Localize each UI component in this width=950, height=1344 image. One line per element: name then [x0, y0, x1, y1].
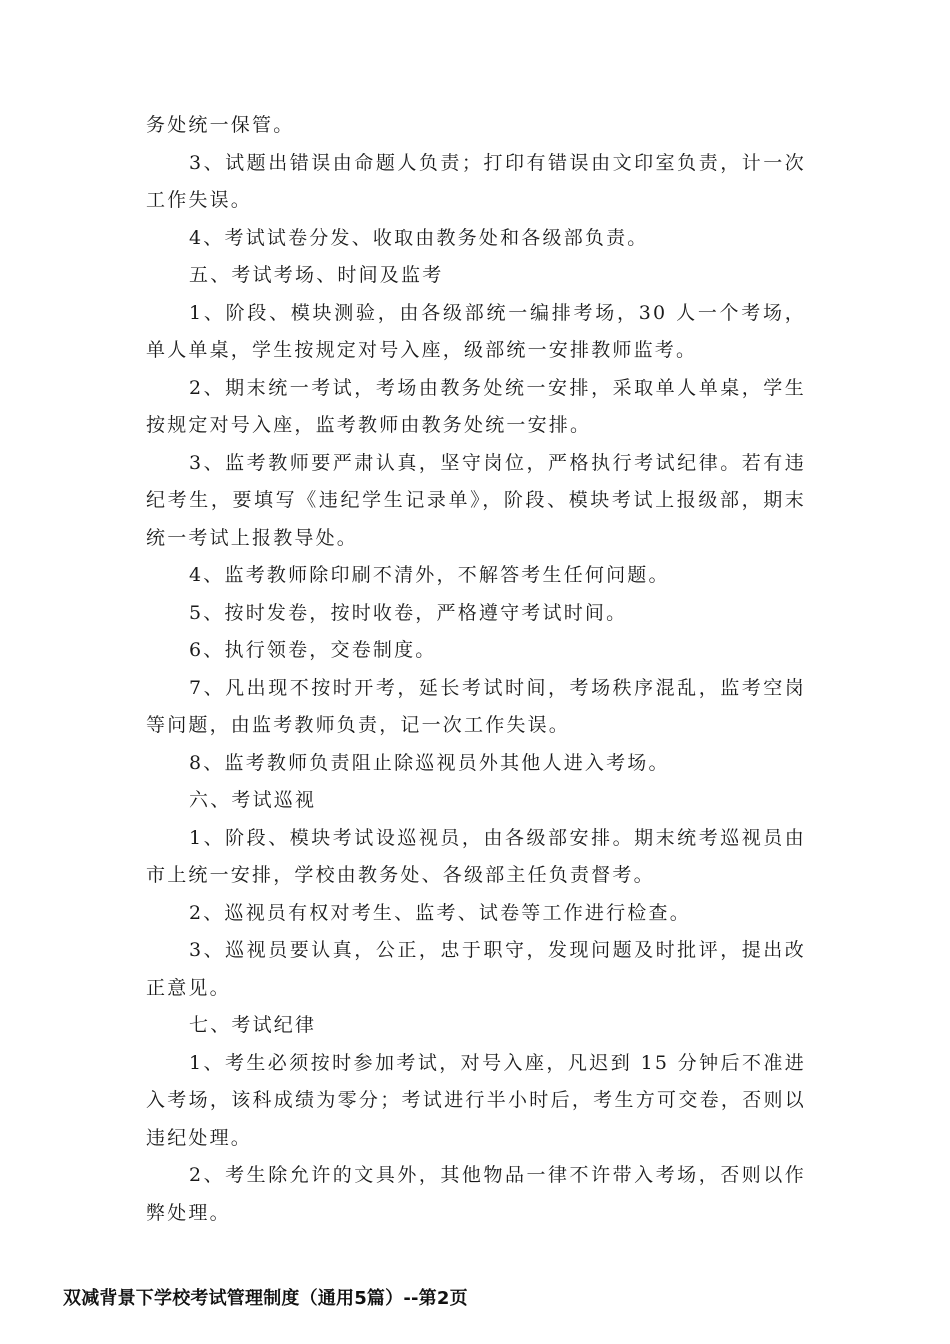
paragraph-5-7: 7、凡出现不按时开考，延长考试时间，考场秩序混乱，监考空岗等问题，由监考教师负责，记一次工作失误。 — [146, 676, 806, 736]
paragraph-item-3: 3、试题出错误由命题人负责；打印有错误由文印室负责，计一次工作失误。 — [146, 151, 806, 211]
paragraph-6-2: 2、巡视员有权对考生、监考、试卷等工作进行检查。 — [189, 901, 691, 924]
paragraph-7-2: 2、考生除允许的文具外，其他物品一律不许带入考场，否则以作弊处理。 — [146, 1164, 806, 1224]
paragraph-5-2: 2、期末统一考试，考场由教务处统一安排，采取单人单桌，学生按规定对号入座，监考教师由教务处统一安排。 — [146, 376, 806, 436]
paragraph-continuation: 务处统一保管。 — [146, 114, 295, 136]
document-body — [146, 107, 806, 1232]
paragraph-5-5: 5、按时发卷，按时收卷，严格遵守考试时间。 — [189, 601, 628, 624]
page-footer: 双减背景下学校考试管理制度（通用5篇）--第2页 — [63, 1288, 468, 1309]
section-heading-6: 六、考试巡视 — [189, 789, 317, 811]
paragraph-6-3: 3、巡视员要认真，公正，忠于职守，发现问题及时批评，提出改正意见。 — [146, 939, 806, 999]
paragraph-5-4: 4、监考教师除印刷不清外，不解答考生任何问题。 — [189, 564, 670, 586]
paragraph-5-8: 8、监考教师负责阻止除巡视员外其他人进入考场。 — [189, 751, 670, 774]
paragraph-5-3: 3、监考教师要严肃认真，坚守岗位，严格执行考试纪律。若有违纪考生，要填写《违纪学生记录单》，阶段、模块考试上报级部，期末统一考试上报教导处。 — [146, 451, 806, 549]
section-heading-7: 七、考试纪律 — [189, 1014, 317, 1036]
paragraph-5-1: 1、阶段、模块测验，由各级部统一编排考场，30 人一个考场，单人单桌，学生按规定对号入座，级部统一安排教师监考。 — [146, 301, 806, 361]
paragraph-6-1: 1、阶段、模块考试设巡视员，由各级部安排。期末统考巡视员由市上统一安排，学校由教务处、各级部主任负责督考。 — [146, 826, 806, 886]
paragraph-7-1: 1、考生必须按时参加考试，对号入座，凡迟到 15 分钟后不准进入考场，该科成绩为零分；考试进行半小时后，考生方可交卷，否则以违纪处理。 — [146, 1051, 806, 1149]
section-heading-5: 五、考试考场、时间及监考 — [189, 264, 444, 286]
paragraph-item-4: 4、考试试卷分发、收取由教务处和各级部负责。 — [189, 226, 649, 249]
paragraph-5-6: 6、执行领卷，交卷制度。 — [189, 639, 437, 661]
